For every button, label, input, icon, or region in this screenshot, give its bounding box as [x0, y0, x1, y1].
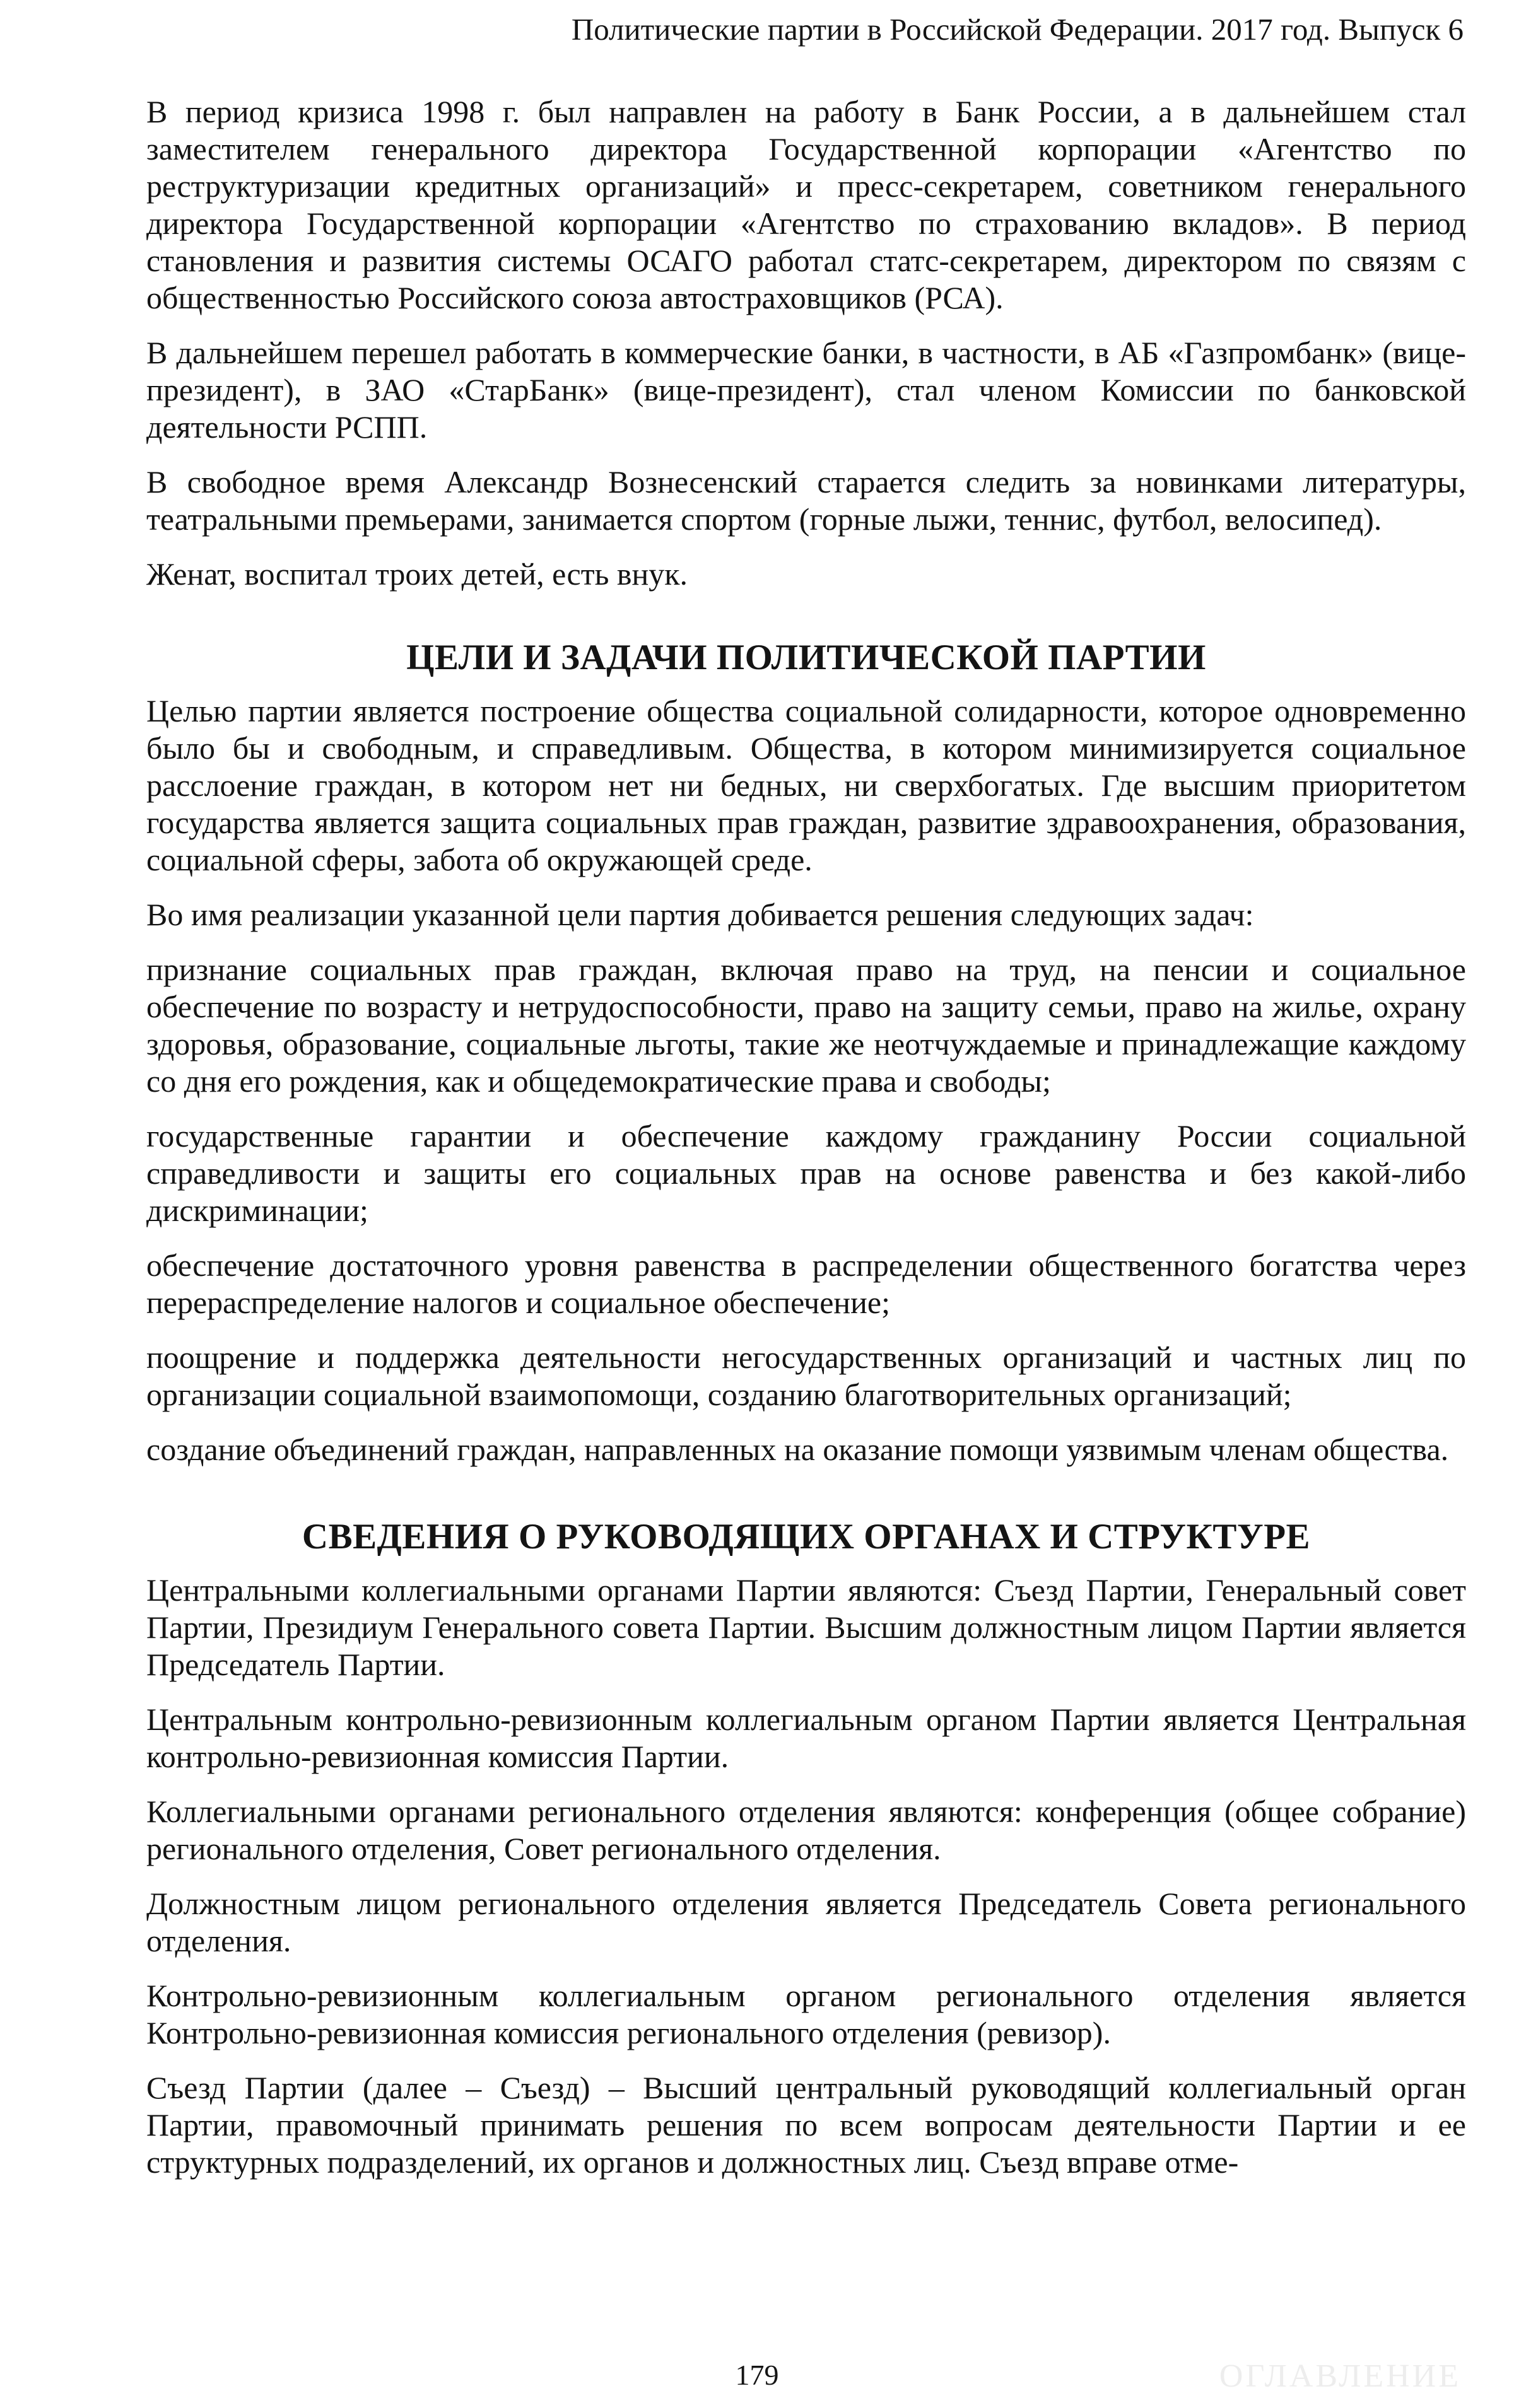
goals-paragraph: Целью партии является построение общества социальной солидарности, которое одновременно было бы и свободным, и справедливым. Общества, в котором минимизируется социальное расслоение граждан, в котором нет ни бедных, ни сверхбогатых. Где высшим приоритетом государства является защита социальных прав граждан, развитие здравоохранения, образования, социальной сферы, забота об окружающей среде.: [146, 693, 1466, 877]
section-heading-structure: СВЕДЕНИЯ О РУКОВОДЯЩИХ ОРГАНАХ И СТРУКТУРЕ: [302, 1517, 1311, 1557]
toc-link[interactable]: ОГЛАВЛЕНИЕ: [1219, 2358, 1461, 2394]
goals-paragraph: Во имя реализации указанной цели партия добивается решения следующих задач:: [146, 897, 1254, 932]
page-number: 179: [735, 2359, 779, 2391]
section-heading-goals: ЦЕЛИ И ЗАДАЧИ ПОЛИТИЧЕСКОЙ ПАРТИИ: [406, 638, 1206, 677]
structure-paragraph: Съезд Партии (далее – Съезд) – Высший центральный руководящий коллегиальный орган Партии, правомочный принимать решения по всем вопросам деятельности Партии и ее структурных подразделений, их органов и должностных лиц. Съезд вправе отме-: [146, 2070, 1466, 2180]
structure-paragraph: Центральными коллегиальными органами Партии являются: Съезд Партии, Генеральный совет Партии, Президиум Генерального совета Партии. Высшим должностным лицом Партии является Председатель Партии.: [146, 1572, 1466, 1682]
structure-paragraph: Должностным лицом регионального отделения является Председатель Совета регионального отделения.: [146, 1886, 1466, 1958]
goals-list-item: государственные гарантии и обеспечение каждому гражданину России социальной справедливости и защиты его социальных прав на основе равенства и без какой-либо дискриминации;: [146, 1118, 1466, 1228]
intro-paragraph: В дальнейшем перешел работать в коммерческие банки, в частности, в АБ «Газпромбанк» (вице-президент), в ЗАО «СтарБанк» (вице-президент), стал членом Комиссии по банковской деятельности РСПП.: [146, 335, 1466, 445]
structure-paragraph: Коллегиальными органами регионального отделения являются: конференция (общее собрание) регионального отделения, Совет регионального отделения.: [146, 1794, 1466, 1866]
goals-list-item: создание объединений граждан, направленных на оказание помощи уязвимым членам общества.: [146, 1432, 1449, 1467]
intro-paragraph: Женат, воспитал троих детей, есть внук.: [146, 556, 688, 592]
intro-paragraph: В период кризиса 1998 г. был направлен на работу в Банк России, а в дальнейшем стал заместителем генерального директора Государственной корпорации «Агентство по реструктуризации кредитных организаций» и пресс-секретарем, советником генерального директора Государственной корпорации «Агентство по страхованию вкладов». В период становления и развития системы ОСАГО работал статс-секретарем, директором по связям с общественностью Российского союза автостраховщиков (РСА).: [146, 94, 1466, 315]
page-content: [146, 93, 1466, 2199]
goals-list-item: обеспечение достаточного уровня равенства в распределении общественного богатства через перераспределение налогов и социальное обеспечение;: [146, 1248, 1466, 1320]
running-header: Политические партии в Российской Федерации. 2017 год. Выпуск 6: [571, 12, 1464, 47]
structure-paragraph: Контрольно-ревизионным коллегиальным органом регионального отделения является Контрольно-ревизионная комиссия регионального отделения (ревизор).: [146, 1978, 1466, 2050]
goals-list-item: поощрение и поддержка деятельности негосударственных организаций и частных лиц по организации социальной взаимопомощи, созданию благотворительных организаций;: [146, 1340, 1466, 1412]
intro-paragraph: В свободное время Александр Вознесенский старается следить за новинками литературы, театральными премьерами, занимается спортом (горные лыжи, теннис, футбол, велосипед).: [146, 464, 1466, 537]
structure-paragraph: Центральным контрольно-ревизионным коллегиальным органом Партии является Центральная контрольно-ревизионная комиссия Партии.: [146, 1702, 1466, 1774]
goals-list-item: признание социальных прав граждан, включая право на труд, на пенсии и социальное обеспечение по возрасту и нетрудоспособности, право на защиту семьи, право на жилье, охрану здоровья, образование, социальные льготы, такие же неотчуждаемые и принадлежащие каждому со дня его рождения, как и общедемократические права и свободы;: [146, 952, 1466, 1099]
